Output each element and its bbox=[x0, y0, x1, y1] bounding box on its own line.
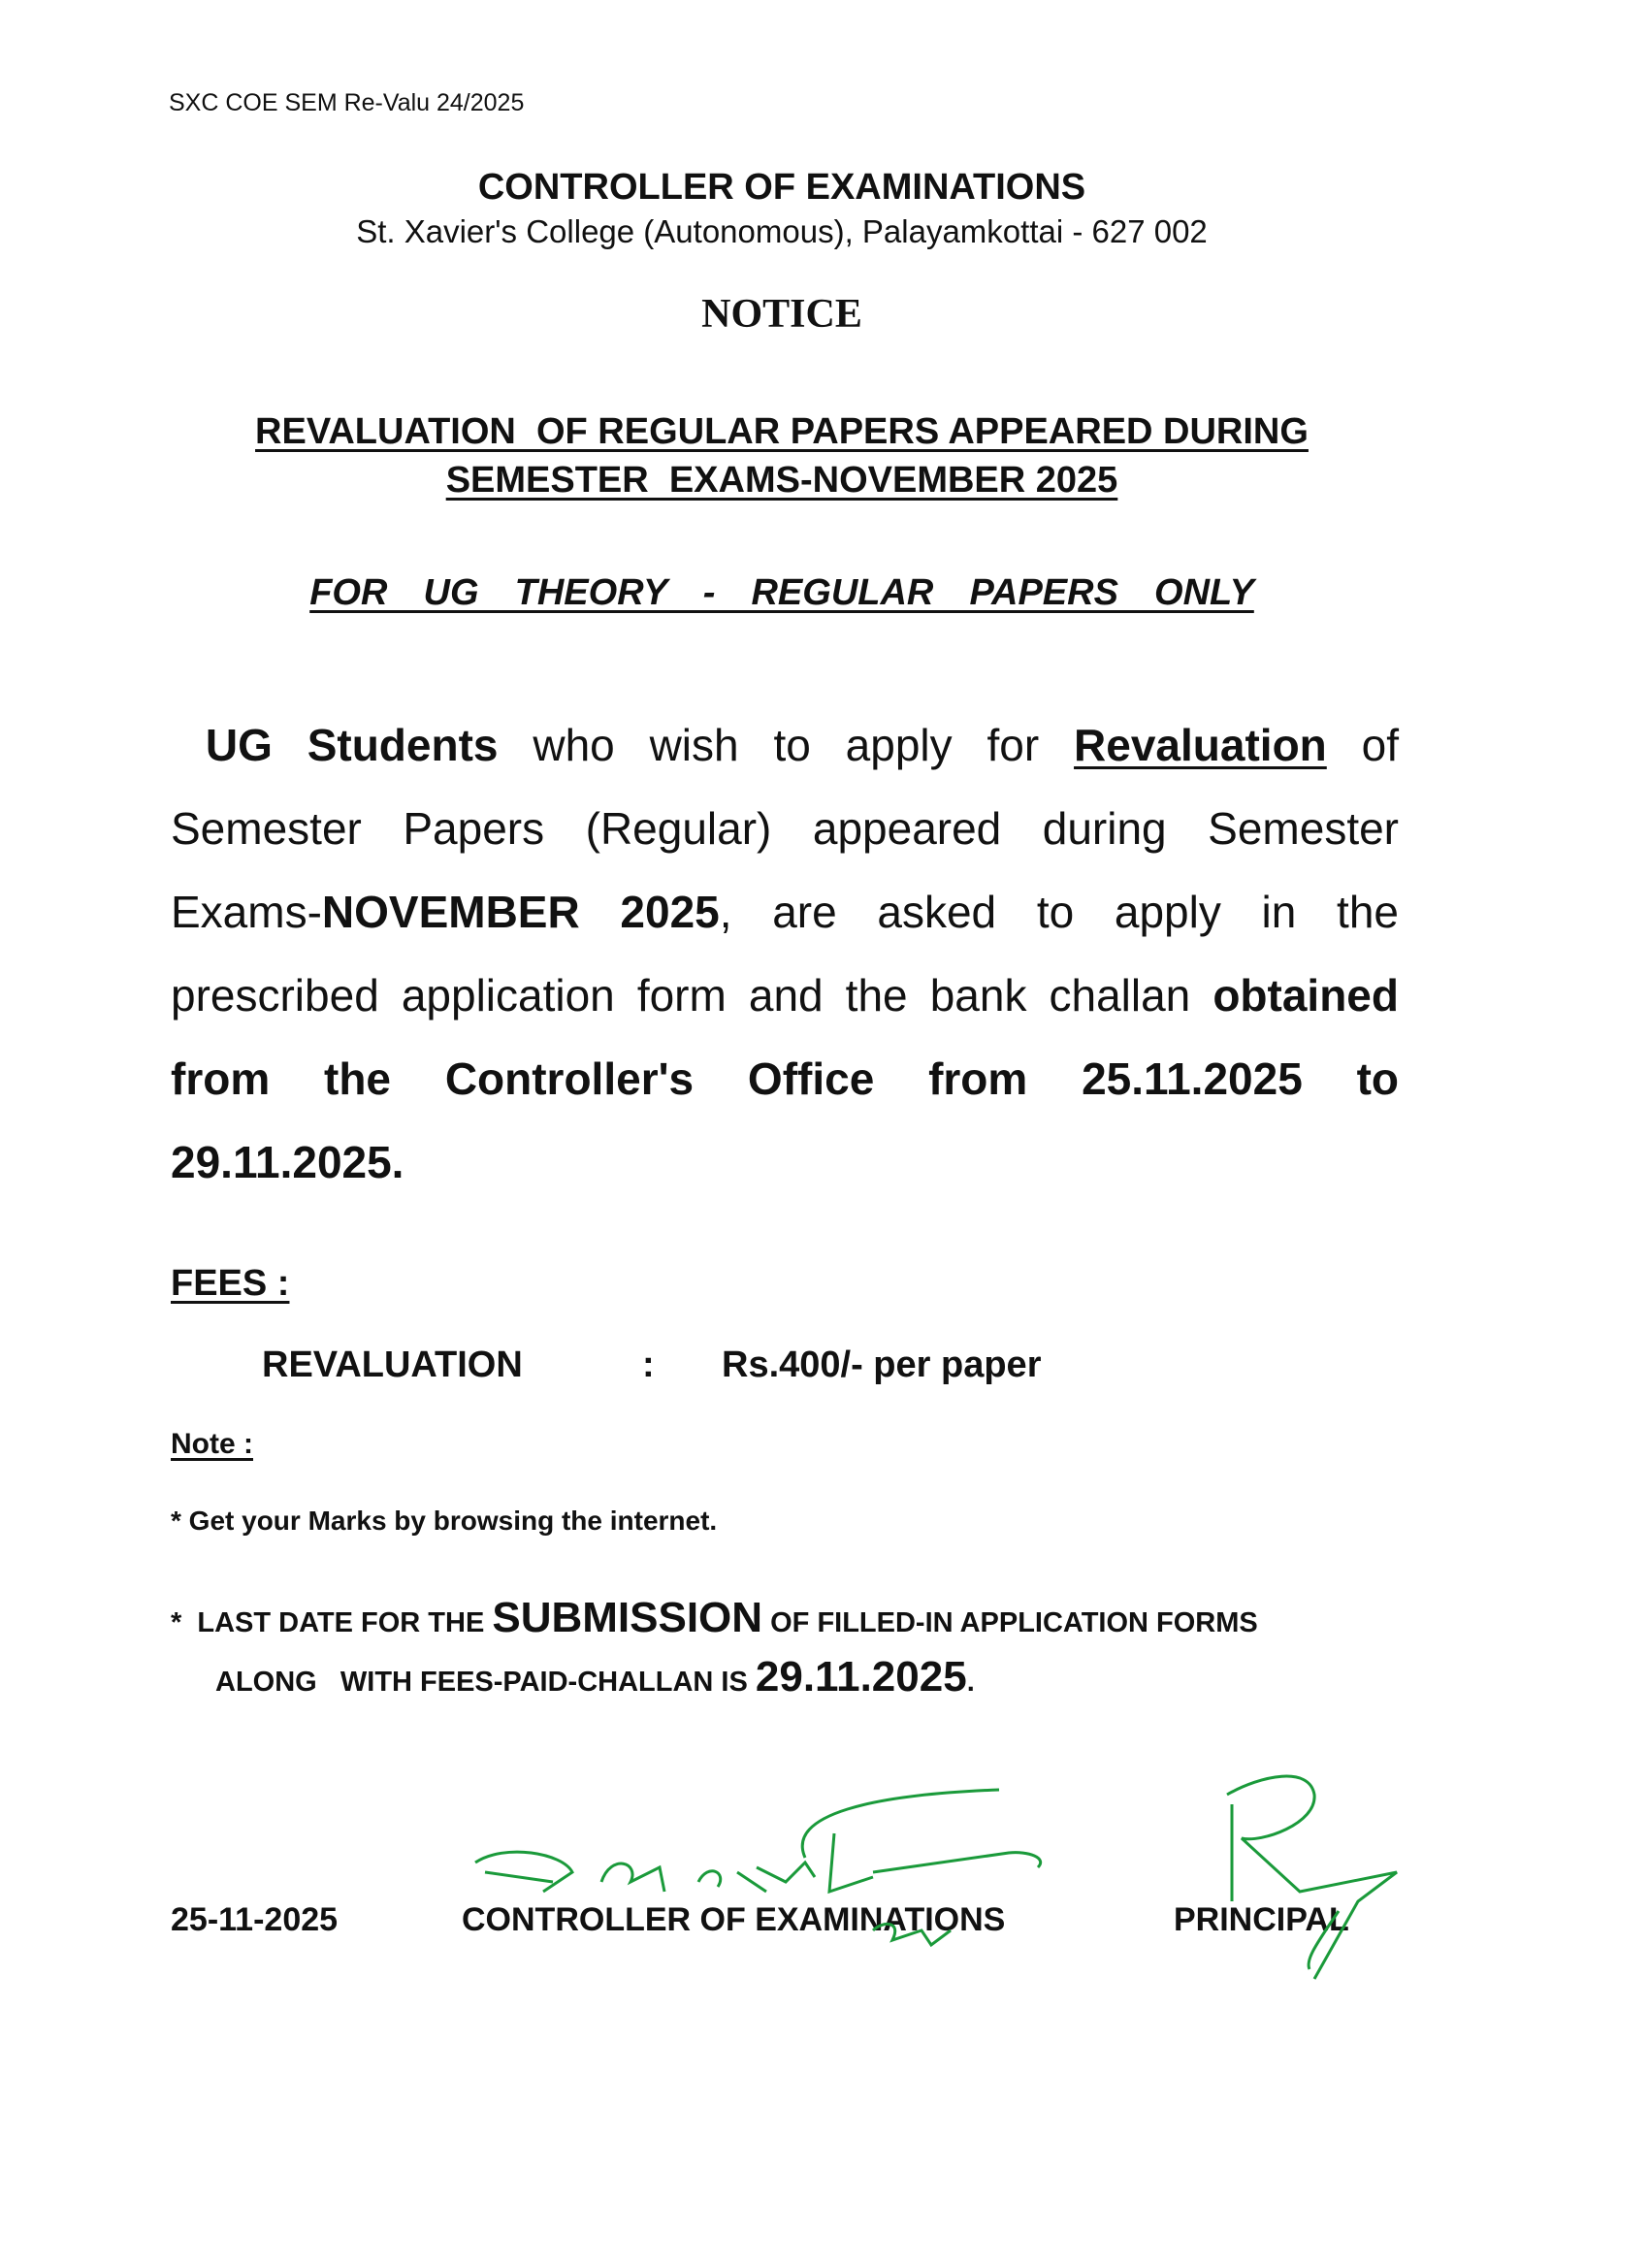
note-label: Note : bbox=[171, 1428, 253, 1460]
body-text-b: of Semester Papers (Regular) appeared during Semester Exams- bbox=[171, 720, 1399, 937]
subheading-text: FOR UG THEORY - REGULAR PAPERS ONLY bbox=[309, 572, 1254, 613]
principal-signature bbox=[1203, 1766, 1426, 1989]
office-title: CONTROLLER OF EXAMINATIONS bbox=[477, 167, 1086, 208]
fees-label: FEES : bbox=[171, 1263, 290, 1304]
body-revaluation: Revaluation bbox=[1074, 720, 1327, 770]
note-last-date bbox=[171, 1591, 1258, 1709]
controller-signature bbox=[466, 1775, 1096, 1969]
footer-date: 25-11-2025 bbox=[171, 1901, 339, 1938]
reference-number: SXC COE SEM Re-Valu 24/2025 bbox=[169, 89, 525, 116]
heading-line-2: SEMESTER EXAMS-NOVEMBER 2025 bbox=[445, 460, 1118, 501]
last-date-end: . bbox=[966, 1667, 975, 1698]
college-address: St. Xavier's College (Autonomous), Palayamkottai - 627 002 bbox=[356, 213, 1208, 249]
last-date-text-a: * LAST DATE FOR THE bbox=[171, 1607, 493, 1638]
fee-colon: : bbox=[642, 1345, 655, 1385]
notice-body bbox=[171, 703, 1399, 1204]
fee-amount: Rs.400/- per paper bbox=[722, 1345, 1042, 1385]
last-date-text-b: OF FILLED-IN APPLICATION FORMS bbox=[762, 1607, 1258, 1638]
notice-heading bbox=[0, 407, 1564, 504]
footer-principal: PRINCIPAL bbox=[1174, 1901, 1349, 1938]
footer-controller: CONTROLLER OF EXAMINATIONS bbox=[462, 1901, 1006, 1938]
body-students: UG Students bbox=[205, 720, 499, 770]
heading-line-1: REVALUATION OF REGULAR PAPERS APPEARED DURING bbox=[255, 411, 1309, 452]
last-date-value: 29.11.2025 bbox=[755, 1653, 967, 1701]
notice-title: NOTICE bbox=[701, 292, 862, 337]
body-month: NOVEMBER 2025 bbox=[321, 887, 720, 937]
body-text-c: , are asked to apply in the prescribed application form and the bank challan bbox=[171, 887, 1399, 1021]
submission-word: SUBMISSION bbox=[492, 1594, 763, 1641]
body-dates: obtained from the Controller's Office from 25.11.2025 to 29.11.2025. bbox=[171, 970, 1399, 1187]
notice-subheading bbox=[0, 572, 1564, 614]
body-text-a: who wish to apply for bbox=[498, 720, 1075, 770]
note-marks: * Get your Marks by browsing the internet. bbox=[171, 1506, 718, 1536]
fee-item: REVALUATION bbox=[262, 1345, 523, 1385]
last-date-text-c: ALONG WITH FEES-PAID-CHALLAN IS bbox=[215, 1667, 756, 1698]
